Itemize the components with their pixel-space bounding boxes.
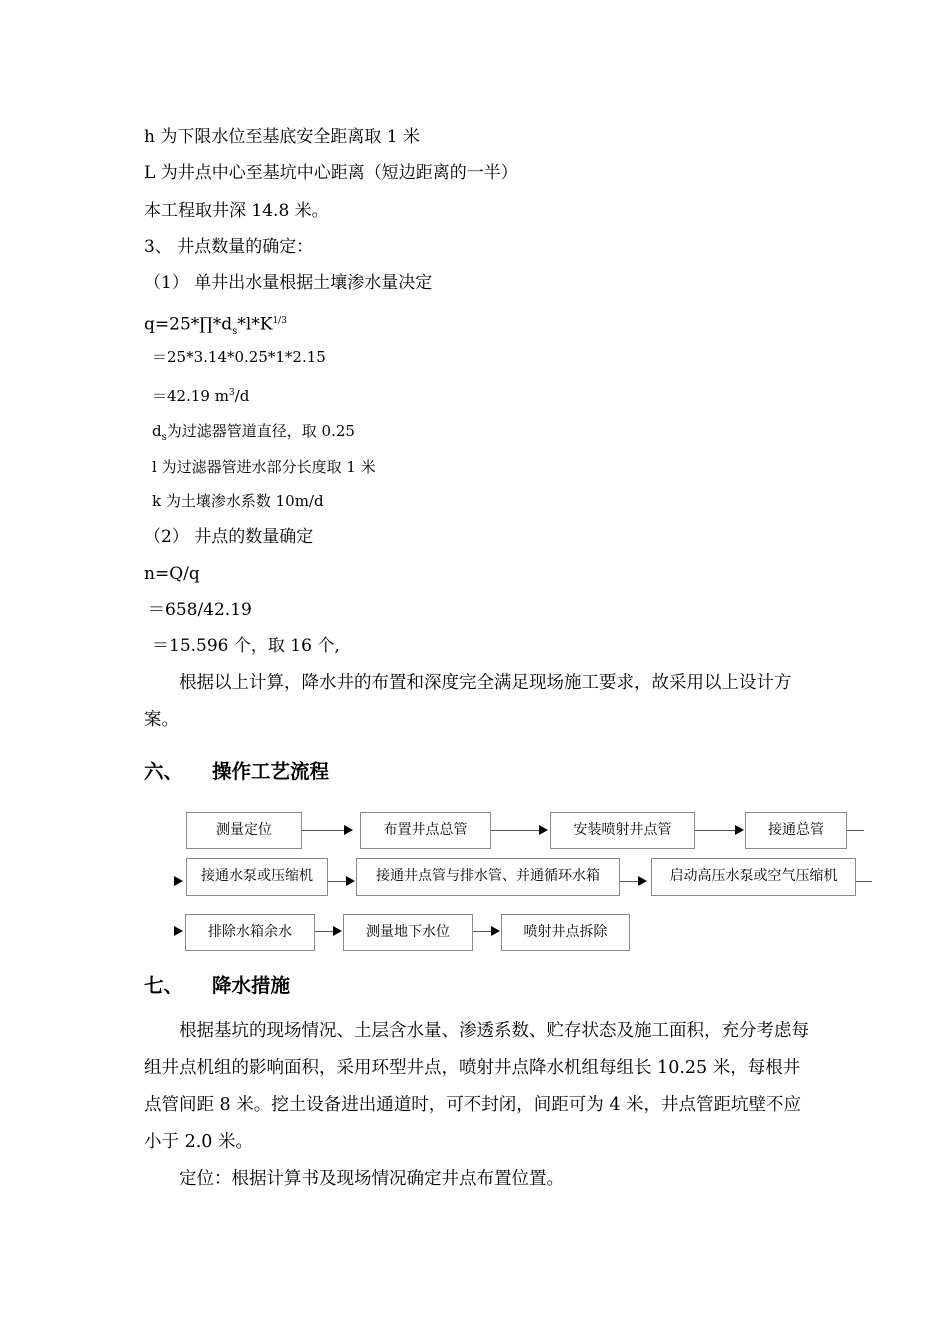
positioning-paragraph: 定位：根据计算书及现场情况确定井点布置位置。 <box>179 1169 564 1189</box>
formula-n: n=Q/q <box>144 564 200 584</box>
section-7-heading <box>144 970 290 998</box>
subheading-well-count: 3、 井点数量的确定： <box>144 237 314 257</box>
flow-step-7: 启动高压水泵或空气压缩机 <box>651 858 856 896</box>
subheading-count: （2） 井点的数量确定 <box>144 527 314 547</box>
section-7-title: 降水措施 <box>212 974 291 997</box>
flow-step-1: 测量定位 <box>186 812 302 849</box>
calc-line-depth: 本工程取井深 14.8 米。 <box>144 201 329 221</box>
calc-line-h: h 为下限水位至基底安全距离取 1 米 <box>144 127 420 147</box>
formula-q-step1: ＝25*3.14*0.25*1*2.15 <box>152 348 326 366</box>
section-7-number: 七、 <box>144 974 184 997</box>
def-ds-part2: 为过滤器管道直径，取 0.25 <box>166 422 355 440</box>
flow-step-2: 布置井点总管 <box>360 812 491 849</box>
flow-step-9: 测量地下水位 <box>343 914 473 951</box>
conclusion-paragraph: 根据以上计算，降水井的布置和深度完全满足现场施工要求，故采用以上设计方案。 <box>144 673 792 730</box>
section-6-number: 六、 <box>144 760 184 783</box>
subheading-single-well: （1） 单井出水量根据土壤渗水量决定 <box>144 273 433 293</box>
def-ds <box>152 420 355 449</box>
formula-q <box>144 310 287 343</box>
def-k: k 为土壤渗水系数 10m/d <box>152 492 324 510</box>
flow-step-8: 排除水箱余水 <box>185 914 315 951</box>
flow-step-3: 安装喷射井点管 <box>550 812 695 849</box>
formula-q-result-part2: /d <box>234 387 250 405</box>
section-6-title: 操作工艺流程 <box>212 760 330 783</box>
formula-n-step1: ＝658/42.19 <box>148 600 252 620</box>
formula-q-part2: *l*K <box>237 314 273 335</box>
formula-n-result: ＝15.596 个，取 16 个, <box>152 636 340 656</box>
def-ds-part1: d <box>152 422 162 440</box>
formula-q-result <box>152 382 249 407</box>
flow-step-6: 接通井点管与排水管、并通循环水箱 <box>356 858 620 896</box>
flow-step-4: 接通总管 <box>745 812 847 849</box>
formula-q-sup: 1/3 <box>272 316 287 326</box>
flow-step-10: 喷射井点拆除 <box>501 914 630 951</box>
formula-q-part1: q=25*∏*d <box>144 314 233 335</box>
measures-paragraph: 根据基坑的现场情况、土层含水量、渗透系数、贮存状态及施工面积，充分考虑每组井点机组的影响面积，采用环型井点，喷射井点降水机组每组长 10.25 米，每根井点管间距 8 米。挖土设备进出通道时，可不封闭，间距可为 4 米，井点管距坑壁不应小于 2.0 米。 <box>144 1021 809 1152</box>
def-ds-sub: s <box>161 432 167 443</box>
formula-q-result-sup: 3 <box>228 388 235 398</box>
section-6-heading <box>144 756 329 784</box>
flow-step-5: 接通水泵或压缩机 <box>186 858 328 896</box>
formula-q-result-part1: ＝42.19 m <box>152 387 229 405</box>
def-l: l 为过滤器管进水部分长度取 1 米 <box>152 458 376 476</box>
calc-line-L: L 为井点中心至基坑中心距离（短边距离的一半） <box>144 163 518 183</box>
formula-q-sub: s <box>232 326 238 338</box>
